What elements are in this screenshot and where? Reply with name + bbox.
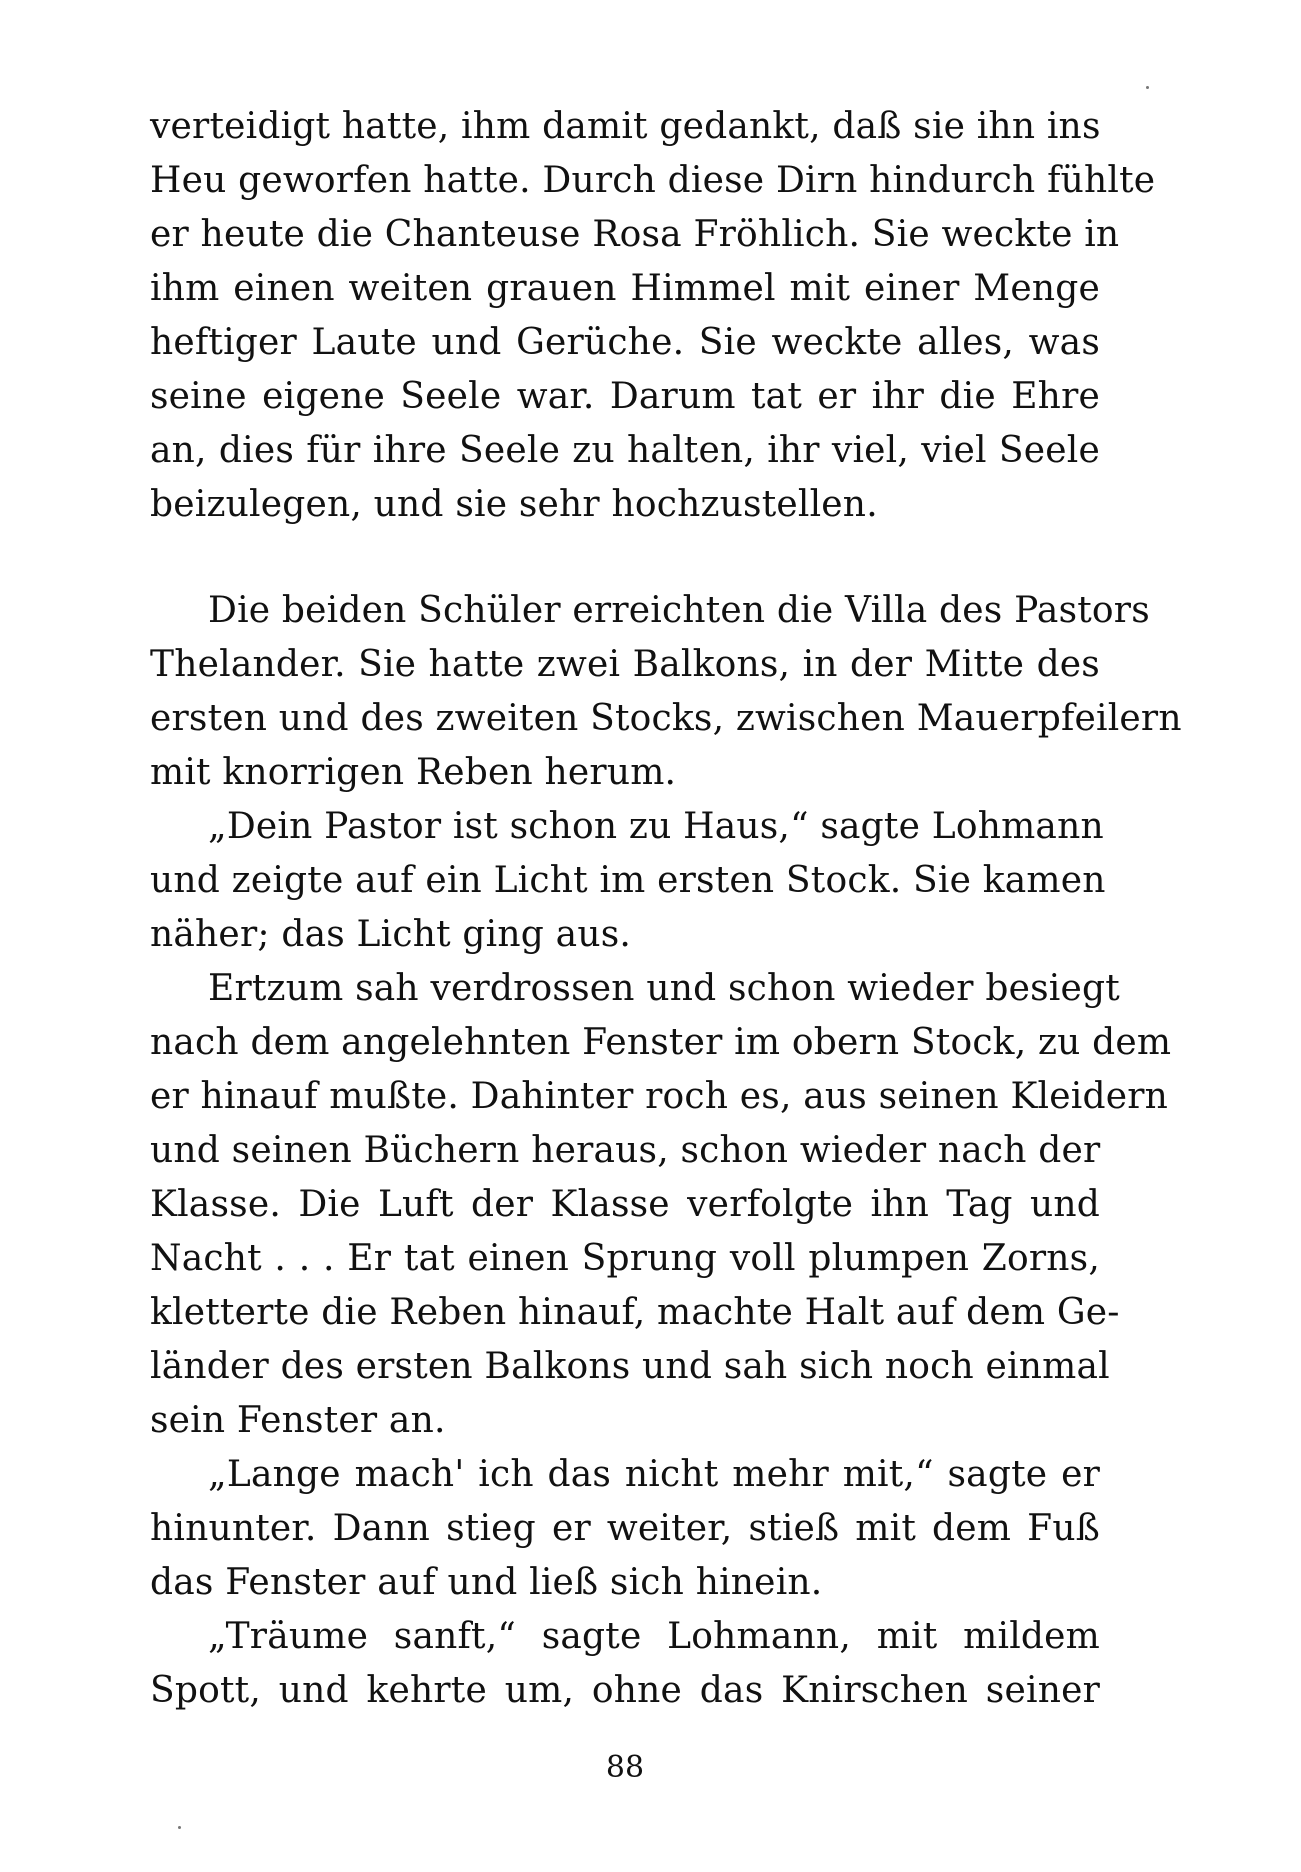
section-gap [150,532,1100,584]
text-line: „Lange mach' ich das nicht mehr mit,“ sagte er [208,1454,1100,1495]
text-line: nach dem angelehnten Fenster im obern Stock, zu dem [150,1022,1172,1063]
text-line: hinunter. Dann stieg er weiter, stieß mit dem Fuß [150,1508,1100,1549]
text-line: „Dein Pastor ist schon zu Haus,“ sagte Lohmann [208,806,1104,847]
text-line: ersten und des zweiten Stocks, zwischen Mauerpfeilern [150,698,1182,739]
text-line: Spott, und kehrte um, ohne das Knirschen seiner [150,1670,1100,1711]
text-line: und zeigte auf ein Licht im ersten Stock. Sie kamen [150,860,1106,901]
text-line: an, dies für ihre Seele zu halten, ihr viel, viel Seele [150,430,1100,471]
text-line: er hinauf mußte. Dahinter roch es, aus seinen Kleidern [150,1076,1169,1117]
text-line: ihm einen weiten grauen Himmel mit einer Menge [150,268,1100,309]
text-line: und seinen Büchern heraus, schon wieder nach der [150,1130,1101,1171]
text-line: er heute die Chanteuse Rosa Fröhlich. Sie weckte in [150,214,1120,255]
paper-speck [178,1826,181,1829]
text-line: das Fenster auf und ließ sich hinein. [150,1562,823,1603]
text-line: Heu geworfen hatte. Durch diese Dirn hindurch fühlte [150,160,1156,201]
text-line: näher; das Licht ging aus. [150,914,632,955]
book-page [150,100,1182,1840]
page-number: 88 [605,1750,645,1785]
text-line: Klasse. Die Luft der Klasse verfolgte ihn Tag und [150,1184,1100,1225]
text-line: Thelander. Sie hatte zwei Balkons, in der Mitte des [150,644,1100,685]
text-line: „Träume sanft,“ sagte Lohmann, mit mildem [208,1616,1100,1657]
text-line: verteidigt hatte, ihm damit gedankt, daß sie ihn ins [150,106,1101,147]
text-line: seine eigene Seele war. Darum tat er ihr die Ehre [150,376,1100,417]
text-line: Nacht . . . Er tat einen Sprung voll plumpen Zorns, [150,1238,1100,1279]
text-line: Ertzum sah verdrossen und schon wieder besiegt [208,968,1120,1009]
text-line: sein Fenster an. [150,1400,446,1441]
text-line: Die beiden Schüler erreichten die Villa des Pastors [208,590,1150,631]
text-line: beizulegen, und sie sehr hochzustellen. [150,484,878,525]
text-line: kletterte die Reben hinauf, machte Halt auf dem Ge- [150,1292,1120,1333]
text-line: mit knorrigen Reben herum. [150,752,677,793]
paper-speck [1146,86,1149,89]
text-line: länder des ersten Balkons und sah sich noch einmal [150,1346,1110,1387]
text-line: heftiger Laute und Gerüche. Sie weckte alles, was [150,322,1100,363]
